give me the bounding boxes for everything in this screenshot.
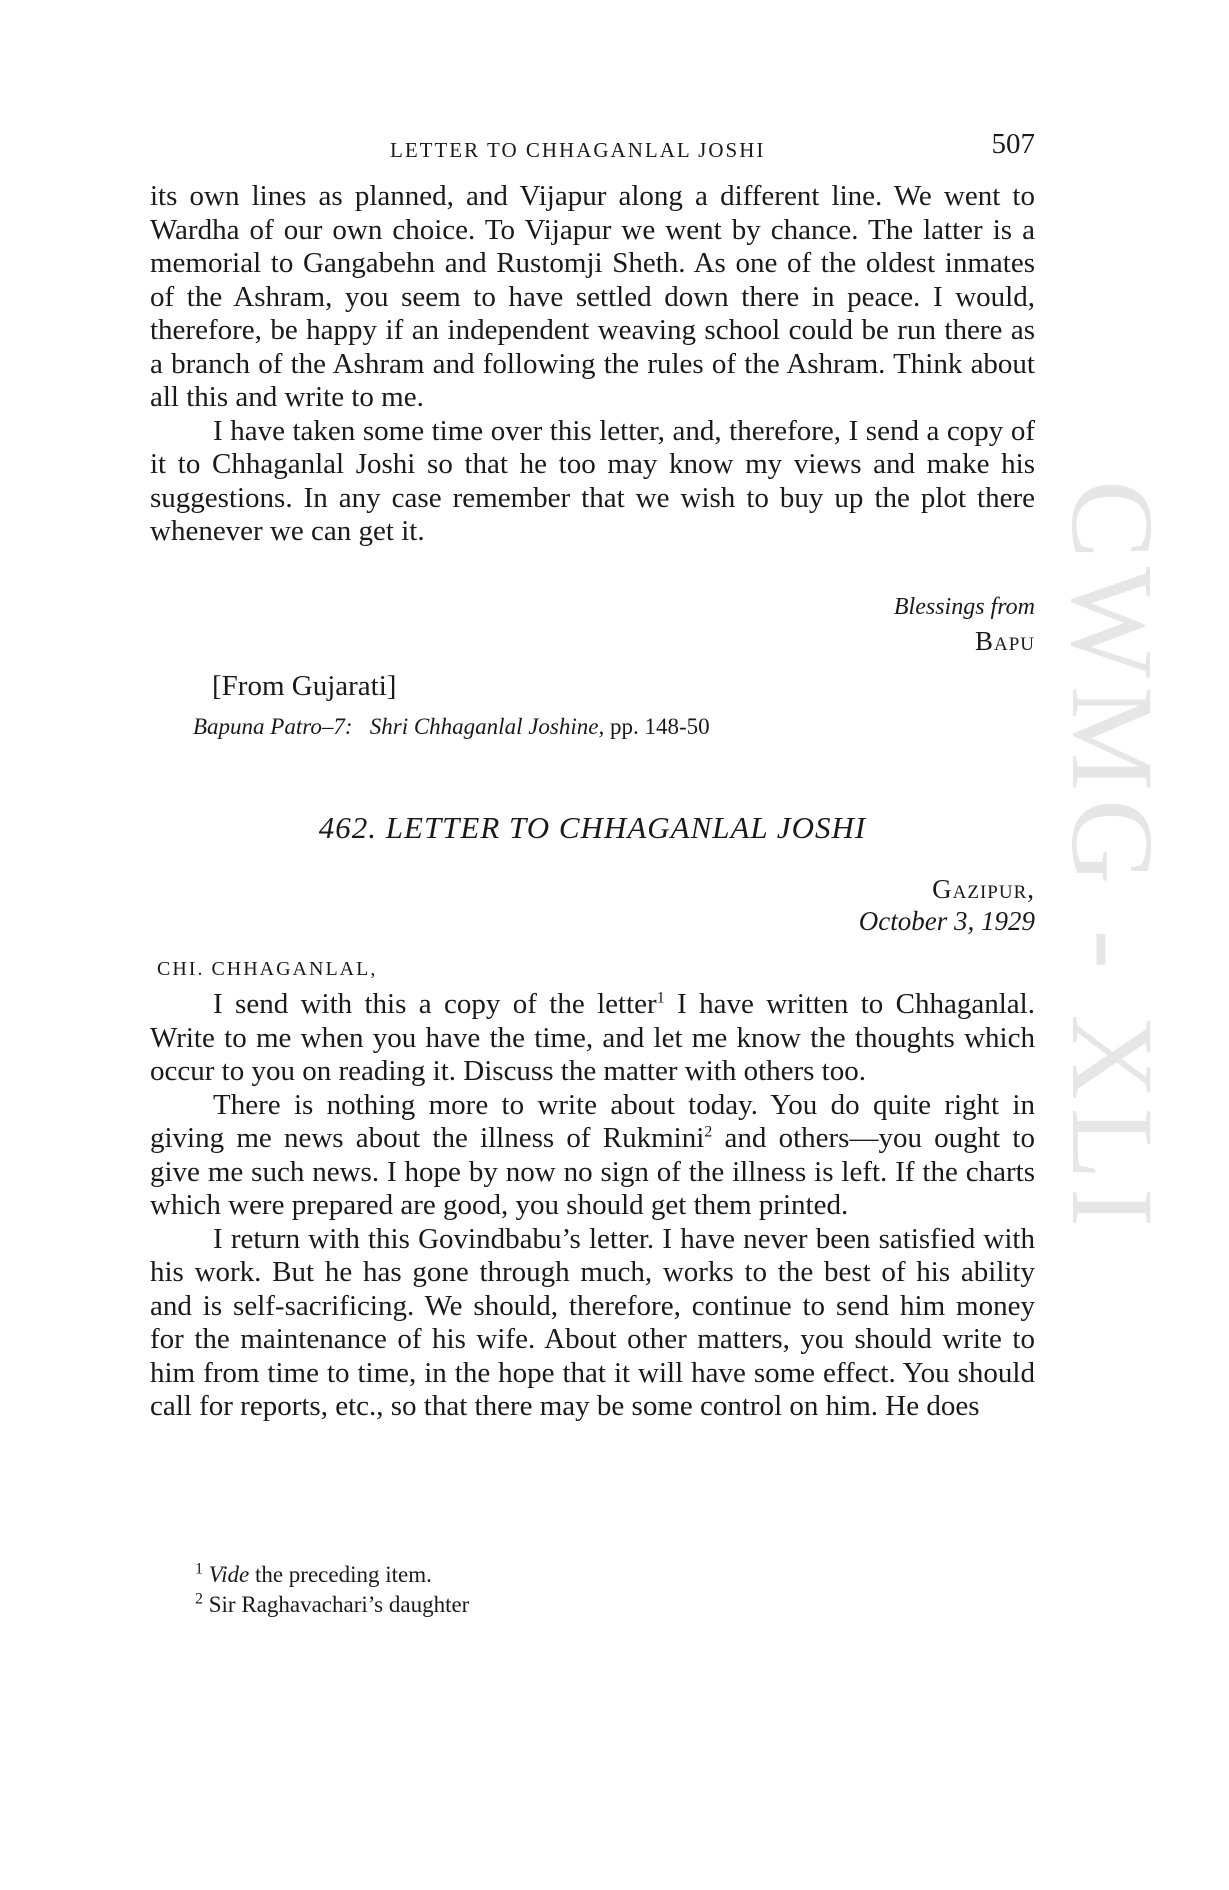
paragraph: I have taken some time over this letter, and, therefore, I send a copy of it to Chhaganlal Joshi so that he too may know my views and make his suggestions. In any case remember that we wish to buy up the plot there whenever we can get it. xyxy=(150,414,1035,547)
footnote: $^1$ Vide the preceding item. xyxy=(195,1560,432,1587)
page-number: 507 xyxy=(991,128,1035,160)
running-title: LETTER TO CHHAGANLAL JOSHI xyxy=(390,138,766,162)
citation-title: Shri Chhaganlal Joshine, xyxy=(369,714,605,739)
salutation: CHI. CHHAGANLAL, xyxy=(157,958,378,980)
source-note: [From Gujarati] xyxy=(212,670,397,702)
citation-book: Bapuna Patro–7: xyxy=(193,714,353,739)
citation-pages: pp. 148-50 xyxy=(609,714,710,739)
date: October 3, 1929 xyxy=(858,906,1035,936)
document-title: 462. LETTER TO CHHAGANLAL JOSHI xyxy=(318,810,867,845)
paragraph: its own lines as planned, and Vijapur along a different line. We went to Wardha of our own choice. To Vijapur we went by chance. The latter is a memorial to Gangabehn and Rustomji Sheth. As one of the oldest inmates of the Ashram, you seem to have settled down there in peace. I would, therefore, be happy if an independent weaving school could be run there as a branch of the Ashram and following the rules of the Ashram. Think about all this and write to me. xyxy=(150,180,1035,413)
place: Gazipur, xyxy=(932,874,1035,904)
page-header xyxy=(150,128,1035,168)
footnote-ref: 2 xyxy=(704,1123,713,1141)
footnote: $^2$ Sir Raghavachari’s daughter xyxy=(195,1590,470,1617)
citation xyxy=(193,714,993,740)
paragraph: There is nothing more to write about today. You do quite right in giving me news about the illness of Rukmini$^2$ and others—you ought to give me such news. I hope by now no sign of the illness is left. If the charts which were prepared are good, you should get them printed. xyxy=(150,1088,1035,1221)
letter-body xyxy=(150,988,1035,1424)
paragraph: I return with this Govindbabu’s letter. I have never been satisfied with his work. But he has gone through much, works to the best of his ability and is self-sacrificing. We should, therefore, continue to send him money for the maintenance of his wife. About other matters, you should write to him from time to time, in the hope that it will have some effect. You should call for reports, etc., so that there may be some control on him. He does xyxy=(150,1222,1035,1422)
paragraph: I send with this a copy of the letter$^1$ I have written to Chhaganlal. Write to me when you have the time, and let me know the thoughts which occur to you on reading it. Discuss the matter with others too. xyxy=(150,988,1035,1087)
signature: Bapu xyxy=(974,626,1035,656)
footnotes xyxy=(195,1560,995,1620)
continued-letter xyxy=(150,180,1035,549)
footnote-ref: 1 xyxy=(656,989,665,1007)
watermark: CWMG - XLI xyxy=(1047,480,1178,1236)
signoff: Blessings from xyxy=(893,594,1035,620)
